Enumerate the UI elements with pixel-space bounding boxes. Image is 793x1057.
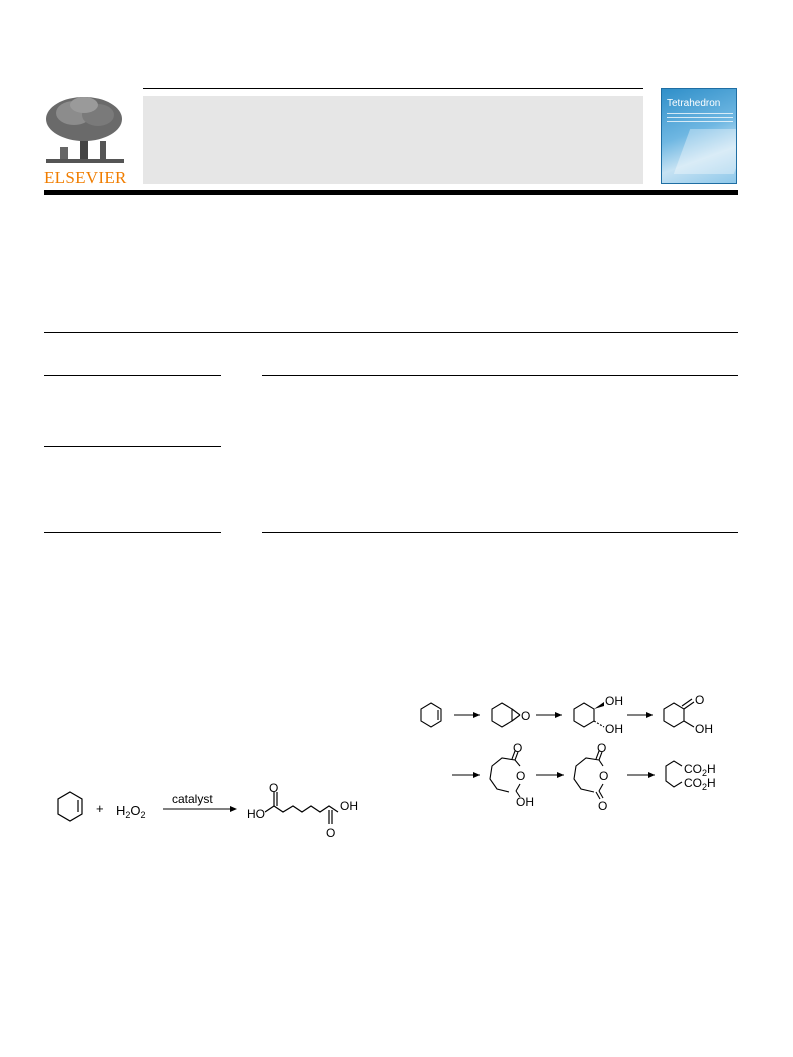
plus-sign: + [96,801,104,816]
journal-cover [661,88,737,184]
anhydride-o-bottom: O [598,799,608,813]
ketone-oh: OH [695,722,713,736]
journal-banner [143,96,643,184]
reaction-arrow [163,806,237,812]
keywords-rule [44,446,221,447]
article-info-bottom-rule [44,532,221,533]
epoxide-o: O [521,709,531,723]
cyclohexanediol [574,702,604,727]
acid-bottom: $CO_2H$ [684,776,716,792]
product-left-ho: HO [247,807,265,821]
carbonyl-o-bottom: O [326,826,336,840]
lactone-ring-o: O [516,769,526,783]
cyclohexene-start [421,703,441,727]
publisher-name: ELSEVIER [44,168,127,187]
arrow-label: catalyst [172,792,213,806]
lactone-carbonyl-o: O [513,741,523,755]
ketone-o: O [695,693,705,707]
acid-top: $CO_2H$ [684,762,716,778]
reaction-scheme-right [410,688,750,818]
cover-graphic [674,129,737,174]
journal-cover-title: Tetrahedron [667,98,721,109]
lactone-oh: OH [516,795,534,809]
tree-logo-icon [44,95,126,167]
reagent-h2o2: $H_2O_2$ [116,803,146,820]
abstract-bottom-rule [262,532,738,533]
anhydride-o-top: O [597,741,607,755]
header-thick-rule [44,190,738,195]
cyclohexene-oxide [492,703,520,727]
diol-oh-top: OH [605,694,623,708]
hydroxy-ketone [664,699,694,727]
reaction-scheme-left [50,782,380,842]
anhydride-ring-o: O [599,769,609,783]
abstract-rule [262,375,738,376]
product-right-oh: OH [340,799,358,813]
carbonyl-o-top: O [269,782,279,795]
adipic-acid-ring-form [666,761,682,787]
cover-text-lines [667,113,733,125]
cyclohexene-structure [58,792,82,821]
header-top-rule [143,88,643,89]
article-info-rule [44,375,221,376]
diol-oh-bottom: OH [605,722,623,736]
article-info-top-rule [44,332,738,333]
adipic-acid-structure [247,782,358,840]
